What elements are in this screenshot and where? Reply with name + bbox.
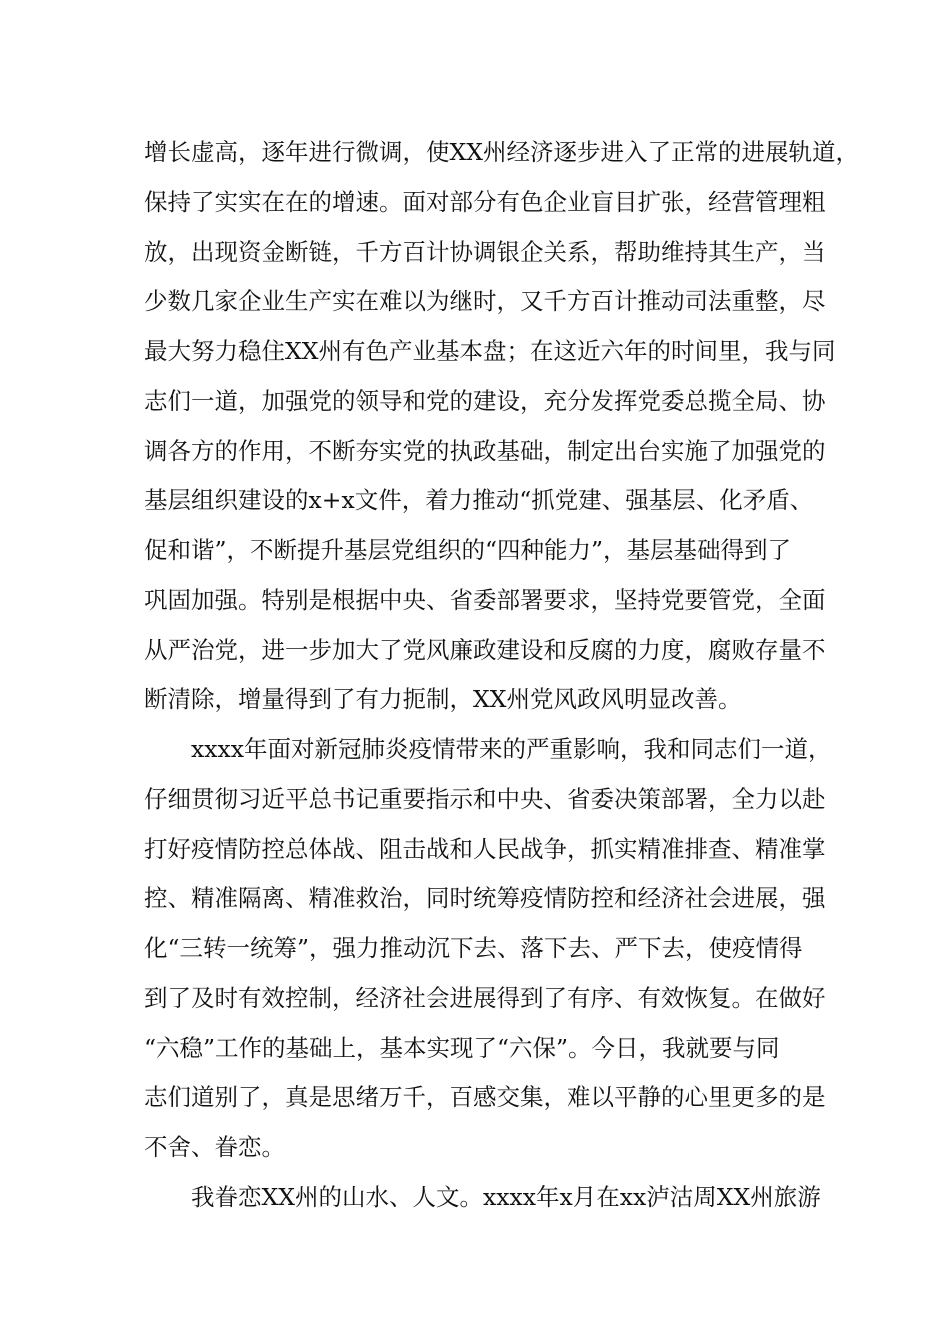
text-line: 促和谐”，不断提升基层党组织的“四种能力”，基层基础得到了 — [144, 536, 792, 564]
text-line: 志们一道，加强党的领导和党的建设，充分发挥党委总揽全局、协 — [144, 386, 826, 415]
text-line: 仔细贯彻习近平总书记重要指示和中央、省委决策部署，全力以赴 — [144, 784, 826, 813]
text-line: 少数几家企业生产实在难以为继时，又千方百计推动司法重整，尽 — [144, 287, 826, 316]
text-line: 最大努力稳住XX州有色产业基本盘；在这近六年的时间里，我与同 — [144, 337, 836, 365]
text-line: 基层组织建设的x+x文件，着力推动“抓党建、强基层、化矛盾、 — [144, 486, 814, 515]
body-text — [144, 128, 859, 1223]
text-line: 放，出现资金断链，千方百计协调银企关系，帮助维持其生产，当 — [144, 237, 826, 266]
text-line: 调各方的作用，不断夯实党的执政基础，制定出台实施了加强党的 — [144, 436, 826, 465]
text-line: 巩固加强。特别是根据中央、省委部署要求，坚持党要管党，全面 — [144, 585, 826, 614]
paragraph-start-line: xxxx年面对新冠肺炎疫情带来的严重影响，我和同志们一道， — [191, 735, 832, 763]
text-line: “六稳”工作的基础上，基本实现了“六保”。今日，我就要与同 — [144, 1033, 780, 1062]
paragraph-start-line: 我眷恋XX州的山水、人文。xxxx年x月在xx泸沽周XX州旅游 — [191, 1182, 821, 1211]
text-line: 打好疫情防控总体战、阻击战和人民战争，抓实精准排查、精准掌 — [144, 834, 826, 863]
text-line: 志们道别了，真是思绪万千，百感交集，难以平静的心里更多的是 — [144, 1083, 826, 1112]
text-line: 从严治党，进一步加大了党风廉政建设和反腐的力度，腐败存量不 — [144, 635, 826, 664]
text-line: 保持了实实在在的增速。面对部分有色企业盲目扩张，经营管理粗 — [144, 187, 826, 216]
text-line: 化“三转一统筹”，强力推动沉下去、落下去、严下去，使疫情得 — [144, 934, 803, 962]
text-line: 增长虚高，逐年进行微调，使XX州经济逐步进入了正常的进展轨道， — [144, 138, 859, 166]
text-line: 断清除，增量得到了有力扼制，XX州党风政风明显改善。 — [144, 685, 742, 714]
text-line: 控、精准隔离、精准救治，同时统筹疫情防控和经济社会进展，强 — [144, 884, 826, 913]
text-line: 不舍、眷恋。 — [144, 1133, 285, 1161]
text-line: 到了及时有效控制，经济社会进展得到了有序、有效恢复。在做好 — [144, 983, 826, 1012]
